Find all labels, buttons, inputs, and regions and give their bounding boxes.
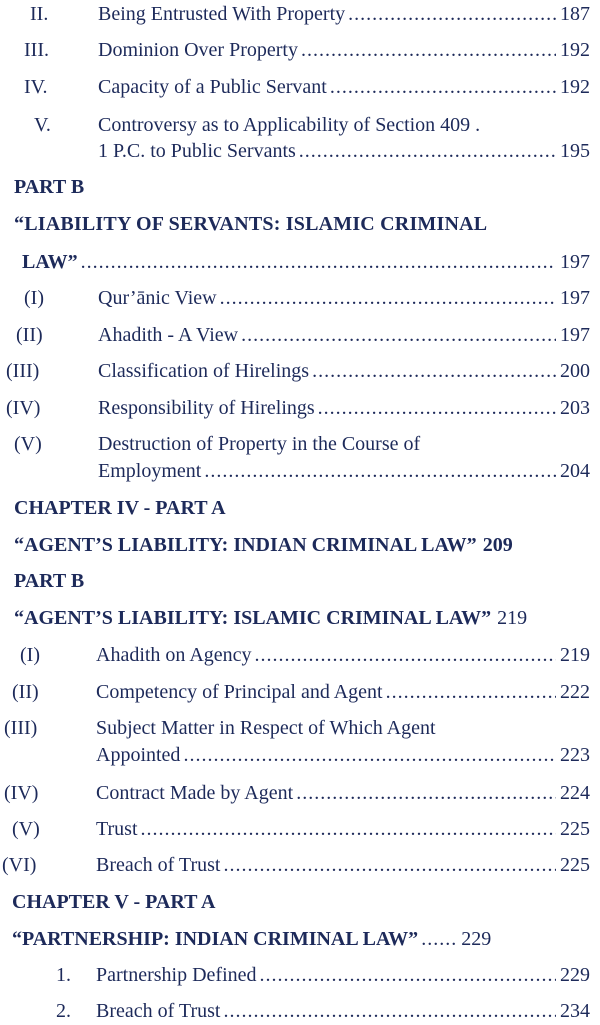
page-number: 192 bbox=[560, 76, 590, 98]
entry-number: IV. bbox=[24, 76, 48, 98]
toc-entry bbox=[98, 137, 590, 165]
leader-dots bbox=[81, 248, 556, 276]
leader-dots bbox=[141, 815, 556, 843]
entry-title: Ahadith - A View bbox=[98, 324, 239, 346]
page-number: 225 bbox=[560, 818, 590, 840]
leader-dots bbox=[220, 284, 556, 312]
entry-number: (IV) bbox=[4, 782, 39, 804]
section-heading-continued: LAW” bbox=[22, 251, 78, 273]
entry-number: (III) bbox=[4, 717, 38, 739]
leader-dots bbox=[348, 0, 556, 28]
leader-dots bbox=[255, 641, 556, 669]
page-number: 219 bbox=[560, 644, 590, 666]
entry-title-continued: 1 P.C. to Public Servants bbox=[98, 140, 296, 162]
page-number: 197 bbox=[560, 251, 590, 273]
toc-entry bbox=[14, 531, 590, 559]
leader-dots bbox=[223, 851, 556, 879]
chapter-label: CHAPTER V - PART A bbox=[12, 891, 216, 913]
entry-number: (I) bbox=[24, 287, 44, 309]
section-heading: “AGENT’S LIABILITY: ISLAMIC CRIMINAL LAW” bbox=[14, 607, 492, 629]
leader-dots bbox=[296, 779, 556, 807]
entry-number: (II) bbox=[12, 681, 39, 703]
leader-dots bbox=[301, 36, 556, 64]
section-heading: “PARTNERSHIP: INDIAN CRIMINAL LAW” bbox=[12, 928, 419, 950]
entry-number: II. bbox=[30, 3, 49, 25]
toc-entry bbox=[14, 604, 590, 632]
leader-dots bbox=[312, 357, 556, 385]
entry-title: Destruction of Property in the Course of bbox=[98, 433, 421, 455]
entry-number: (IV) bbox=[6, 397, 41, 419]
entry-title: Being Entrusted With Property bbox=[98, 3, 346, 25]
entry-title: Partnership Defined bbox=[96, 964, 257, 986]
leader-dots bbox=[204, 457, 556, 485]
leader-dots bbox=[299, 137, 556, 165]
entry-number: 1. bbox=[56, 964, 71, 986]
entry-title: Qur’ānic View bbox=[98, 287, 217, 309]
page-number: 234 bbox=[560, 1000, 590, 1022]
page-number: 203 bbox=[560, 397, 590, 419]
page-number: 200 bbox=[560, 360, 590, 382]
page-number: 229 bbox=[461, 928, 492, 950]
leader-dots bbox=[330, 73, 556, 101]
section-heading: “AGENT’S LIABILITY: INDIAN CRIMINAL LAW” bbox=[14, 534, 477, 556]
toc-entry bbox=[98, 284, 590, 312]
entry-number: (V) bbox=[12, 818, 40, 840]
page-number: 209 bbox=[482, 534, 513, 556]
toc-entry bbox=[98, 36, 590, 64]
page-number: 219 bbox=[497, 607, 528, 629]
entry-number: (V) bbox=[14, 433, 42, 455]
toc-entry bbox=[96, 779, 590, 807]
entry-number: (VI) bbox=[2, 854, 37, 876]
entry-title: Dominion Over Property bbox=[98, 39, 298, 61]
toc-entry bbox=[96, 815, 590, 843]
section-heading: “LIABILITY OF SERVANTS: ISLAMIC CRIMINAL bbox=[14, 213, 488, 235]
part-label: PART B bbox=[14, 176, 85, 198]
toc-entry bbox=[96, 851, 590, 879]
leader-dots bbox=[223, 997, 556, 1025]
entry-title: Breach of Trust bbox=[96, 1000, 221, 1022]
toc-entry bbox=[96, 961, 590, 989]
entry-title: Classification of Hirelings bbox=[98, 360, 310, 382]
entry-title: Breach of Trust bbox=[96, 854, 221, 876]
entry-number: (III) bbox=[6, 360, 40, 382]
toc-entry bbox=[96, 741, 590, 769]
page-number: 229 bbox=[560, 964, 590, 986]
entry-number: (II) bbox=[16, 324, 43, 346]
entry-number: 2. bbox=[56, 1000, 71, 1022]
page-number: 223 bbox=[560, 744, 590, 766]
entry-title: Capacity of a Public Servant bbox=[98, 76, 327, 98]
entry-title: Contract Made by Agent bbox=[96, 782, 294, 804]
entry-title: Competency of Principal and Agent bbox=[96, 681, 383, 703]
toc-entry bbox=[98, 357, 590, 385]
toc-entry bbox=[98, 0, 590, 28]
part-label: PART B bbox=[14, 570, 85, 592]
toc-entry bbox=[96, 641, 590, 669]
entry-title: Subject Matter in Respect of Which Agent bbox=[96, 717, 436, 739]
leader-dots bbox=[241, 321, 556, 349]
toc-entry bbox=[96, 997, 590, 1025]
entry-title: Ahadith on Agency bbox=[96, 644, 252, 666]
leader-dots bbox=[318, 394, 556, 422]
page-number: 197 bbox=[560, 287, 590, 309]
toc-entry bbox=[98, 73, 590, 101]
toc-entry bbox=[96, 678, 590, 706]
leader-dots bbox=[260, 961, 556, 989]
leader-dots bbox=[183, 741, 556, 769]
entry-title: Trust bbox=[96, 818, 138, 840]
entry-title: Responsibility of Hirelings bbox=[98, 397, 315, 419]
page-number: 192 bbox=[560, 39, 590, 61]
page-number: 222 bbox=[560, 681, 590, 703]
toc-entry bbox=[98, 394, 590, 422]
toc-entry bbox=[98, 457, 590, 485]
entry-number: V. bbox=[34, 114, 51, 136]
toc-entry bbox=[12, 925, 590, 953]
page-number: 195 bbox=[560, 140, 590, 162]
entry-title-continued: Appointed bbox=[96, 744, 181, 766]
page-number: 187 bbox=[560, 3, 590, 25]
chapter-label: CHAPTER IV - PART A bbox=[14, 497, 226, 519]
toc-entry bbox=[98, 321, 590, 349]
entry-title-continued: Employment bbox=[98, 460, 202, 482]
page-number: 204 bbox=[560, 460, 590, 482]
page-number: 225 bbox=[560, 854, 590, 876]
page-number: 197 bbox=[560, 324, 590, 346]
leader-dots bbox=[421, 925, 457, 953]
toc-entry bbox=[22, 248, 590, 276]
entry-title: Controversy as to Applicability of Section 409 . bbox=[98, 114, 481, 136]
leader-dots bbox=[386, 678, 556, 706]
entry-number: III. bbox=[24, 39, 49, 61]
entry-number: (I) bbox=[20, 644, 40, 666]
page-number: 224 bbox=[560, 782, 590, 804]
